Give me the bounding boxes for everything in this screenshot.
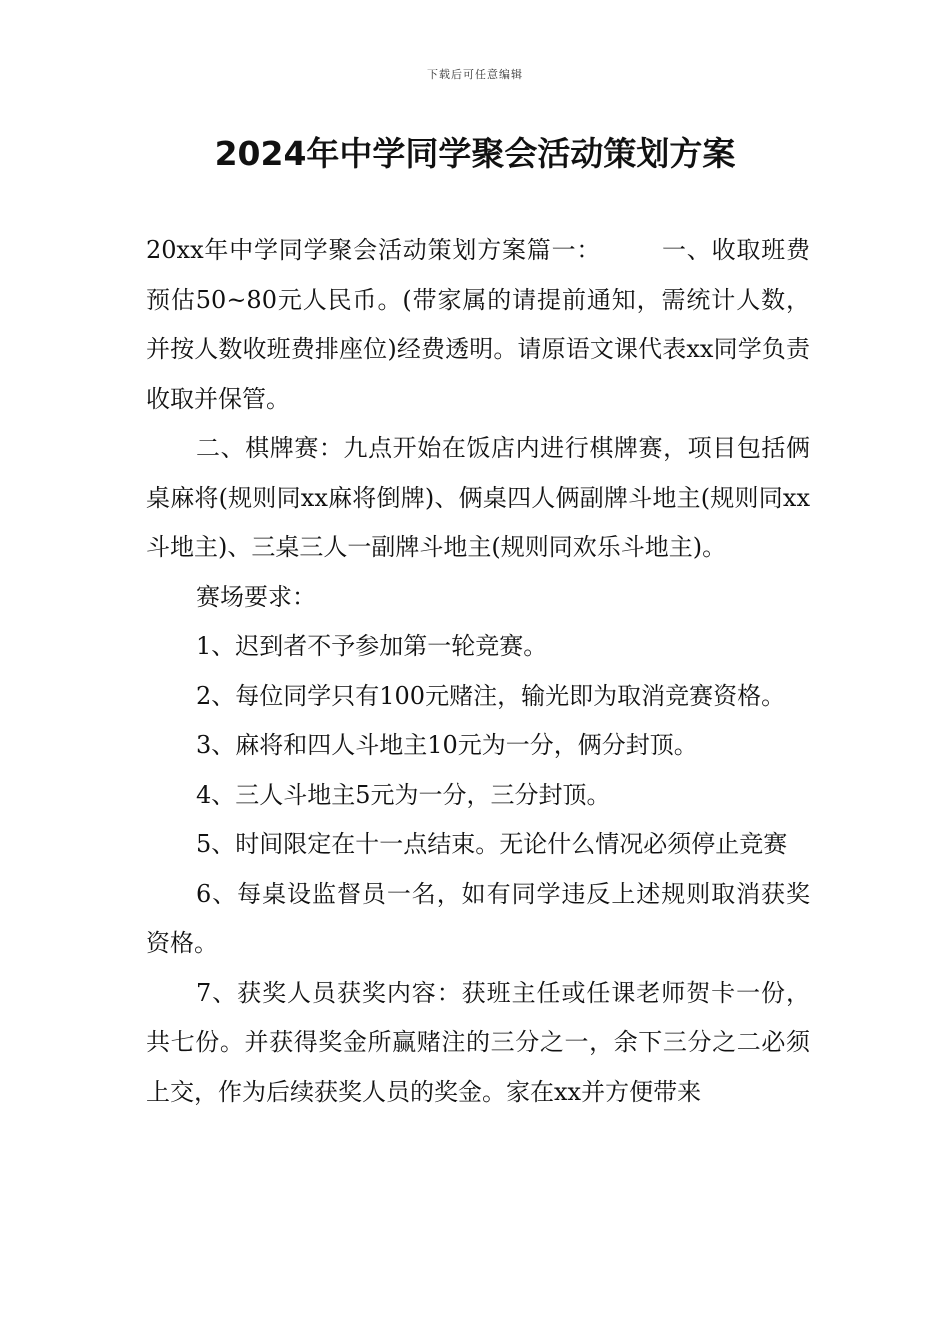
intro-lead: 20xx年中学同学聚会活动策划方案篇一： bbox=[146, 236, 602, 264]
intro-text: 一、收取班费预估50~80元人民币。(带家属的请提前通知，需统计人数，并按人数收班费排座位)经费透明。请原语文课代表xx同学负责收取并保管。 bbox=[146, 236, 811, 413]
rule-item-3: 3、麻将和四人斗地主10元为一分，俩分封顶。 bbox=[196, 731, 698, 759]
header-note: 下载后可任意编辑 bbox=[427, 68, 523, 81]
document-title: 2024年中学同学聚会活动策划方案 bbox=[214, 134, 736, 173]
document-body bbox=[146, 226, 810, 1117]
paragraph-chess-contest: 二、棋牌赛：九点开始在饭店内进行棋牌赛，项目包括俩桌麻将(规则同xx麻将倒牌)、俩桌四人俩副牌斗地主(规则同xx斗地主)、三桌三人一副牌斗地主(规则同欢乐斗地主)。 bbox=[146, 434, 810, 561]
rule-item-4: 4、三人斗地主5元为一分，三分封顶。 bbox=[196, 780, 611, 809]
rule-item-1: 1、迟到者不予参加第一轮竞赛。 bbox=[196, 632, 548, 660]
rule-item-5: 5、时间限定在十一点结束。无论什么情况必须停止竞赛 bbox=[196, 830, 788, 858]
rule-item-7: 7、获奖人员获奖内容：获班主任或任课老师贺卡一份，共七份。并获得奖金所赢赌注的三分之一，余下三分之二必须上交，作为后续获奖人员的奖金。家在xx并方便带来 bbox=[146, 978, 810, 1106]
rule-item-6: 6、每桌设监督员一名，如有同学违反上述规则取消获奖资格。 bbox=[146, 879, 810, 957]
paragraph-venue-requirements: 赛场要求： bbox=[196, 582, 316, 611]
rule-item-2: 2、每位同学只有100元赌注，输光即为取消竞赛资格。 bbox=[196, 681, 786, 710]
paragraph-intro bbox=[146, 226, 810, 424]
